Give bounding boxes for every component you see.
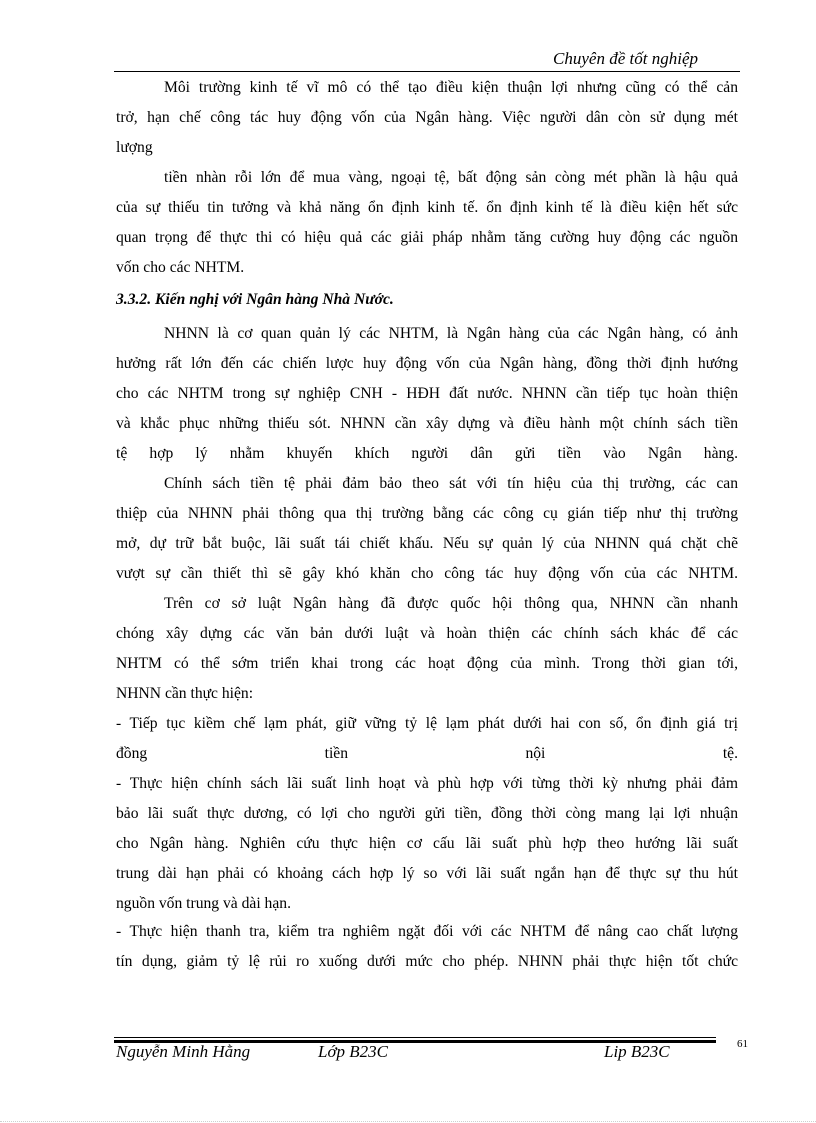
- text-line: thiệp của NHNN phải thông qua thị trường bằng các công cụ gián tiếp như thị trường: [116, 505, 738, 522]
- text-line: vốn cho các NHTM.: [116, 259, 245, 276]
- footer-class: Lớp B23C: [318, 1042, 389, 1061]
- footer-class-alt: Lip B23C: [604, 1042, 670, 1061]
- text-line: NHNN cần thực hiện:: [116, 685, 254, 702]
- text-line: hưởng rất lớn đến các chiến lược huy động vốn của Ngân hàng, đồng thời định hướng: [116, 355, 738, 372]
- text-line: tệ hợp lý nhằm khuyến khích người dân gửi tiền vào Ngân hàng.: [116, 445, 738, 462]
- text-line: quan trọng để thực thi có hiệu quả các giải pháp nhằm tăng cường huy động các nguồn: [116, 229, 738, 246]
- text-line: trung dài hạn phải có khoảng cách hợp lý so với lãi suất ngắn hạn để thực sự thu hút: [116, 865, 738, 882]
- footer-author: Nguyễn Minh Hằng: [116, 1042, 251, 1061]
- text-line: Môi trường kinh tế vĩ mô có thể tạo điều kiện thuận lợi nhưng cũng có thể cản: [164, 79, 738, 96]
- text-line: của sự thiếu tin tưởng và khả năng ổn định kinh tế. ổn định kinh tế là điều kiện hết sức: [116, 199, 738, 216]
- text-line: trở, hạn chế công tác huy động vốn của Ngân hàng. Việc người dân còn sử dụng mét: [116, 109, 738, 126]
- bullet-line: - Tiếp tục kiềm chế lạm phát, giữ vững tỷ lệ lạm phát dưới hai con số, ổn định giá trị: [116, 715, 738, 732]
- footer-rule: [114, 1037, 716, 1038]
- text-line: tín dụng, giảm tỷ lệ rủi ro xuống dưới mức cho phép. NHNN phải thực hiện tốt chức: [116, 953, 738, 970]
- text-line: nguồn vốn trung và dài hạn.: [116, 895, 291, 912]
- section-heading: 3.3.2. Kiến nghị với Ngân hàng Nhà Nước.: [116, 291, 394, 308]
- text-line: Chính sách tiền tệ phải đảm bảo theo sát với tín hiệu của thị trường, các can: [164, 475, 738, 492]
- text-line: lượng: [116, 139, 153, 156]
- header-title: Chuyên đề tốt nghiệp: [553, 49, 698, 68]
- text-line: cho các NHTM trong sự nghiệp CNH - HĐH đất nước. NHNN cần tiếp tục hoàn thiện: [116, 385, 738, 402]
- text-line: vượt sự cần thiết thì sẽ gây khó khăn cho công tác huy động vốn của các NHTM.: [116, 565, 738, 582]
- bottom-dotted-border: [0, 1121, 816, 1122]
- bullet-line: - Thực hiện chính sách lãi suất linh hoạt và phù hợp với từng thời kỳ nhưng phải đảm: [116, 775, 738, 792]
- page-number: 61: [737, 1038, 748, 1050]
- text-line: và khắc phục những thiếu sót. NHNN cần xây dựng và điều hành một chính sách tiền: [116, 415, 738, 432]
- text-line: tiền nhàn rỗi lớn để mua vàng, ngoại tệ, bất động sản còng mét phần là hậu quả: [164, 169, 738, 186]
- text-line: mở, dự trữ bắt buộc, lãi suất tái chiết khấu. Nếu sự quản lý của NHNN quá chặt chẽ: [116, 535, 738, 552]
- text-line: chóng xây dựng các văn bản dưới luật và hoàn thiện các chính sách khác để các: [116, 625, 738, 642]
- bullet-line: - Thực hiện thanh tra, kiểm tra nghiêm ngặt đối với các NHTM để nâng cao chất lượng: [116, 923, 738, 940]
- text-line: cho Ngân hàng. Nghiên cứu thực hiện cơ cấu lãi suất phù hợp theo hướng lãi suất: [116, 835, 738, 852]
- text-line: đồng tiền nội tệ.: [116, 745, 738, 762]
- text-line: Trên cơ sở luật Ngân hàng đã được quốc hội thông qua, NHNN cần nhanh: [164, 595, 738, 612]
- text-line: NHNN là cơ quan quản lý các NHTM, là Ngân hàng của các Ngân hàng, có ảnh: [164, 325, 738, 342]
- header-rule: [114, 71, 740, 72]
- text-line: bảo lãi suất thực dương, có lợi cho người gửi tiền, đồng thời còng mang lại lợi nhuận: [116, 805, 738, 822]
- text-line: NHTM có thể sớm triển khai trong các hoạt động của mình. Trong thời gian tới,: [116, 655, 738, 672]
